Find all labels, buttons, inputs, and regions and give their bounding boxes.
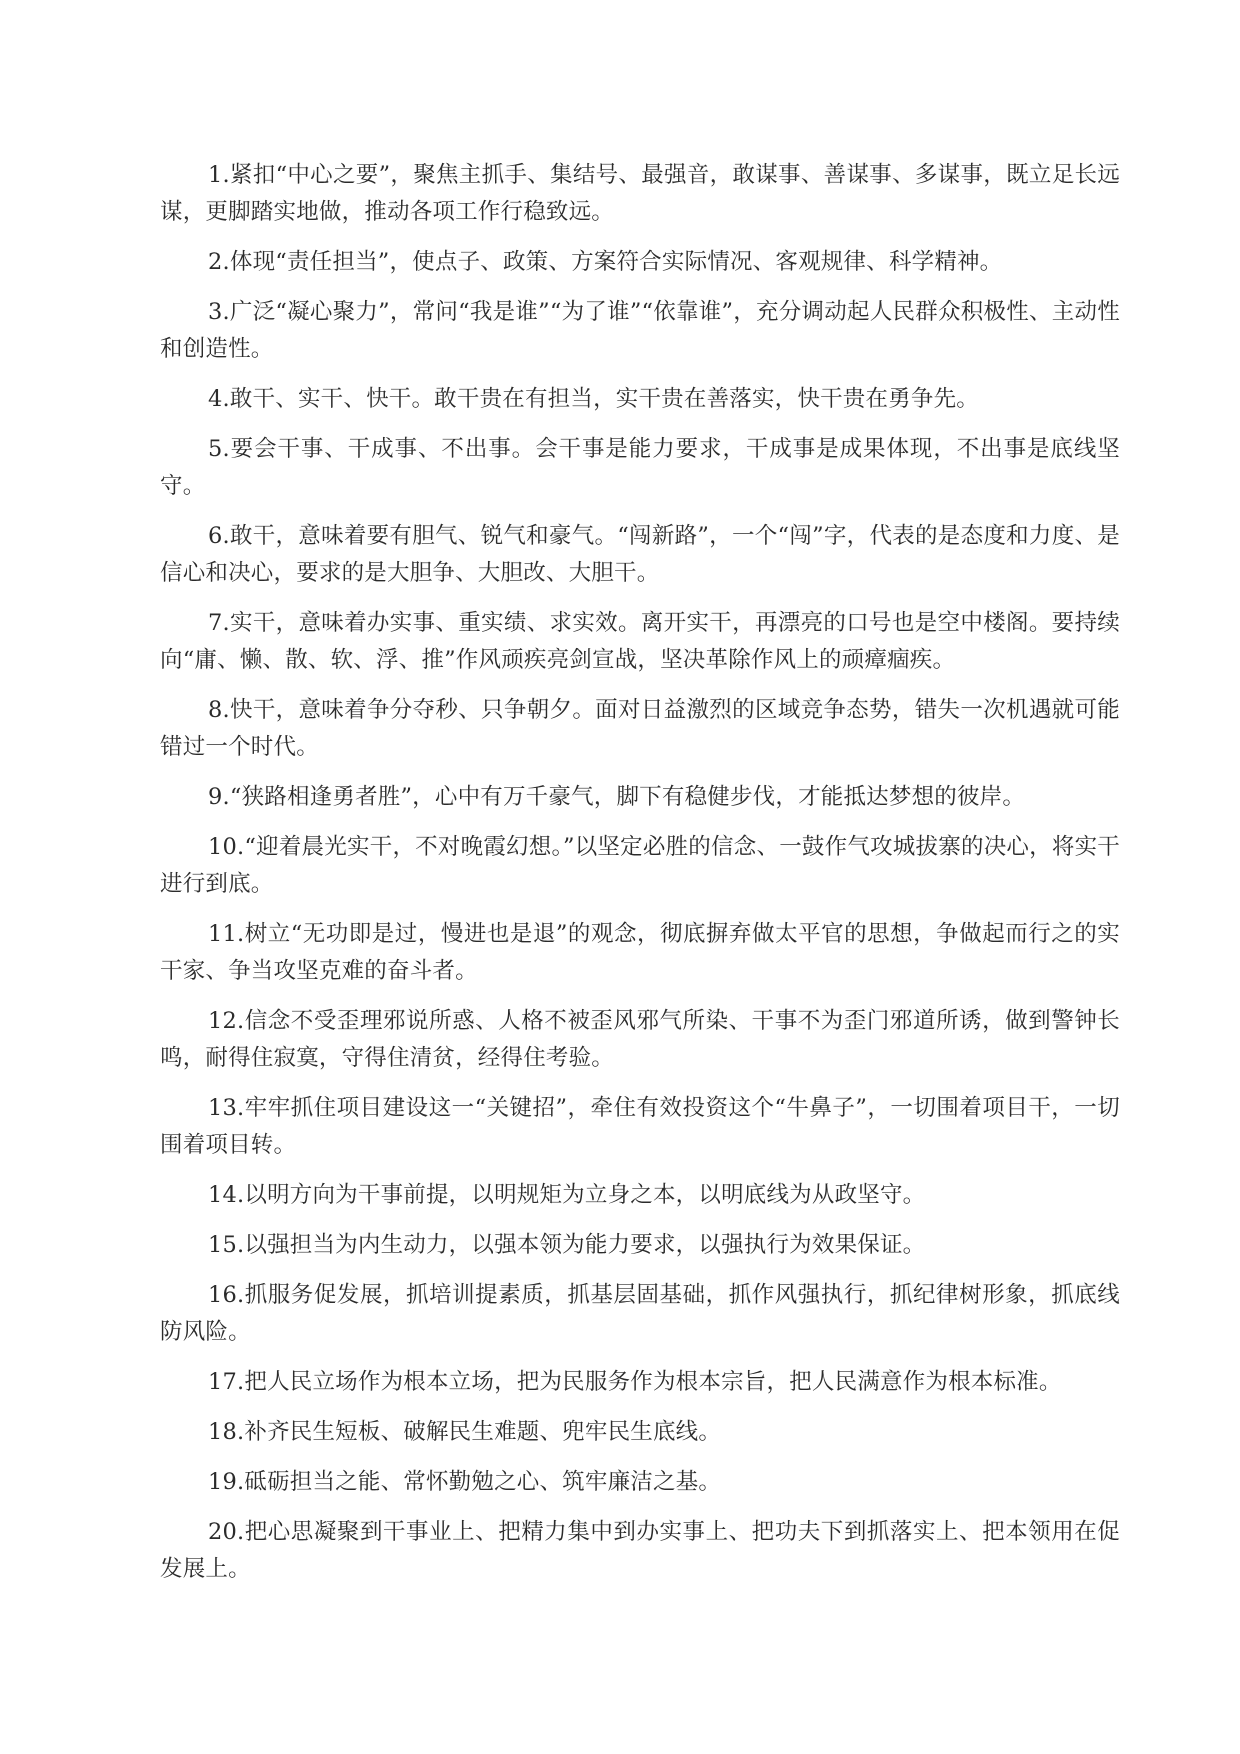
paragraph-4: 4.敢干、实干、快干。敢干贵在有担当，实干贵在善落实，快干贵在勇争先。 — [208, 386, 979, 412]
paragraph-13: 13.牢牢抓住项目建设这一“关键招”，牵住有效投资这个“牛鼻子”，一切围着项目干，一切围着项目转。 — [160, 1095, 1120, 1158]
paragraph-2: 2.体现“责任担当”，使点子、政策、方案符合实际情况、客观规律、科学精神。 — [208, 249, 1003, 275]
paragraph-17: 17.把人民立场作为根本立场，把为民服务作为根本宗旨，把人民满意作为根本标准。 — [208, 1369, 1062, 1395]
paragraph-11: 11.树立“无功即是过，慢进也是退”的观念，彻底摒弃做太平官的思想，争做起而行之的实干家、争当攻坚克难的奋斗者。 — [160, 921, 1120, 984]
paragraph-10: 10.“迎着晨光实干，不对晚霞幻想。”以坚定必胜的信念、一鼓作气攻城拔寨的决心，将实干进行到底。 — [160, 834, 1120, 897]
paragraph-1: 1.紧扣“中心之要”，聚焦主抓手、集结号、最强音，敢谋事、善谋事、多谋事，既立足长远谋，更脚踏实地做，推动各项工作行稳致远。 — [160, 162, 1120, 225]
paragraph-3: 3.广泛“凝心聚力”，常问“我是谁”“为了谁”“依靠谁”，充分调动起人民群众积极性、主动性和创造性。 — [160, 299, 1120, 362]
paragraph-19: 19.砥砺担当之能、常怀勤勉之心、筑牢廉洁之基。 — [208, 1469, 722, 1495]
paragraph-16: 16.抓服务促发展，抓培训提素质，抓基层固基础，抓作风强执行，抓纪律树形象，抓底线防风险。 — [160, 1282, 1120, 1345]
paragraph-15: 15.以强担当为内生动力，以强本领为能力要求，以强执行为效果保证。 — [208, 1232, 926, 1258]
paragraph-12: 12.信念不受歪理邪说所惑、人格不被歪风邪气所染、干事不为歪门邪道所诱，做到警钟长鸣，耐得住寂寞，守得住清贫，经得住考验。 — [160, 1008, 1120, 1071]
paragraph-5: 5.要会干事、干成事、不出事。会干事是能力要求，干成事是成果体现，不出事是底线坚守。 — [160, 436, 1120, 499]
paragraph-7: 7.实干，意味着办实事、重实绩、求实效。离开实干，再漂亮的口号也是空中楼阁。要持续向“庸、懒、散、软、浮、推”作风顽疾亮剑宣战，坚决革除作风上的顽瘴痼疾。 — [160, 610, 1120, 673]
paragraph-6: 6.敢干，意味着要有胆气、锐气和豪气。“闯新路”，一个“闯”字，代表的是态度和力度、是信心和决心，要求的是大胆争、大胆改、大胆干。 — [160, 523, 1120, 586]
paragraph-9: 9.“狭路相逢勇者胜”，心中有万千豪气，脚下有稳健步伐，才能抵达梦想的彼岸。 — [208, 784, 1026, 810]
paragraph-18: 18.补齐民生短板、破解民生难题、兜牢民生底线。 — [208, 1419, 722, 1445]
paragraph-14: 14.以明方向为干事前提，以明规矩为立身之本，以明底线为从政坚守。 — [208, 1182, 926, 1208]
paragraph-20: 20.把心思凝聚到干事业上、把精力集中到办实事上、把功夫下到抓落实上、把本领用在促发展上。 — [160, 1519, 1120, 1582]
paragraph-8: 8.快干，意味着争分夺秒、只争朝夕。面对日益激烈的区域竞争态势，错失一次机遇就可能错过一个时代。 — [160, 697, 1120, 760]
document-body — [160, 157, 1120, 1601]
